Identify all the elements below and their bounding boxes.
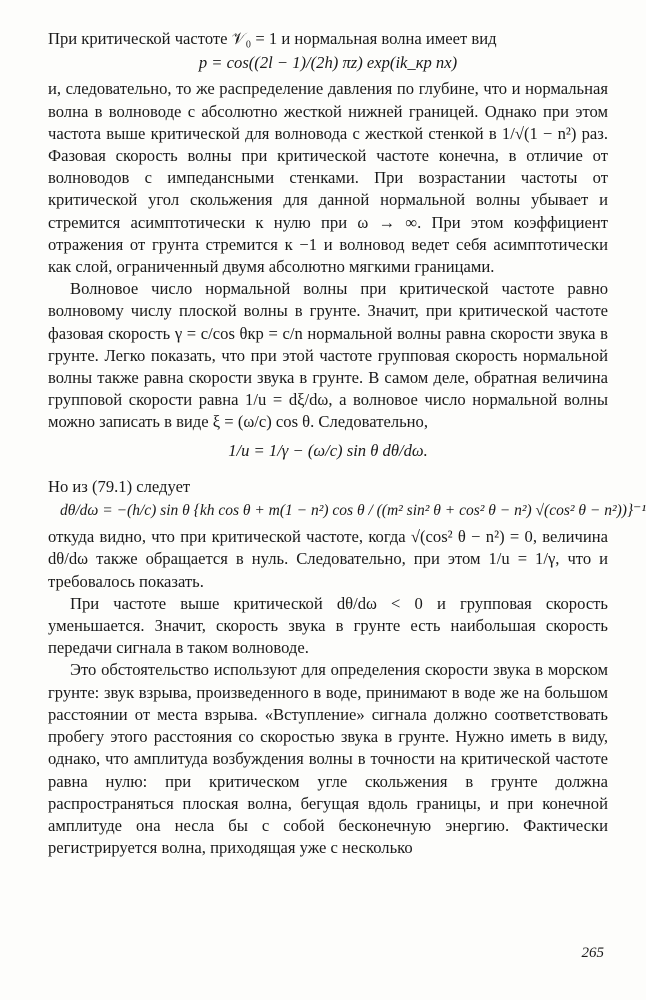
paragraph-5: откуда видно, что при критической частоте, когда √(cos² θ − n²) = 0, величина dθ/dω также обращается в нуль. Следовательно, при этом 1/u = 1/γ, что и требовалось показать.: [48, 527, 608, 591]
formula-pressure: p = cos((2l − 1)/(2h) πz) exp(ik_кр nx): [198, 53, 458, 73]
paragraph-3: Волновое число нормальной волны при критической частоте равно волновому числу плоской волны в грунте. Значит, при критической частоте фазовая скорость γ = c/cos θкр = c/n нормальной волны равна скорости звука в грунте. Легко показать, что при этой частоте групповая скорость нормальной волны также равна скорости звука в грунте. В самом деле, обратная величина групповой скорости равна 1/u = dξ/dω, а волновое число нормальной волны можно записать в виде ξ = (ω/c) cos θ. Следовательно,: [48, 279, 608, 432]
paragraph-6: При частоте выше критической dθ/dω < 0 и групповая скорость уменьшается. Значит, скорость звука в грунте есть наибольшая скорость передачи сигнала в таком волноводе.: [48, 593, 608, 658]
paragraph-7: Это обстоятельство используют для определения скорости звука в морском грунте: звук взрыва, произведенного в воде, принимают в воде же на большом расстоянии от места взрыва. «Вступление» сигнала должно соответствовать пробегу этого расстояния со скоростью звука в грунте. Нужно иметь в виду, однако, что амплитуда возбуждения волны в точности на критической частоте равна нулю: при критическом угле скольжения в грунте должна распространяться плоская волна, бегущая вдоль границы, и при конечной амплитуде она несла бы с собой бесконечную энергию. Фактически регистрируется волна, приходящая уже с несколько: [48, 660, 608, 858]
formula-group-velocity: 1/u = 1/γ − (ω/c) sin θ dθ/dω.: [228, 440, 428, 460]
page-body: [48, 28, 646, 859]
page-number: 265: [581, 945, 604, 961]
paragraph-2: и, следовательно, то же распределение давления по глубине, что и нормальная волна в волноводе с абсолютно жесткой нижней границей. Однако при этом частота выше критической для волновода с жесткой стенкой в 1/√(1 − n²) раз. Фазовая скорость волны при критической частоте конечна, в отличие от волноводов с импедансными стенками. При возрастании частоты от критической угол скольжения для данной нормальной волны убывает и стремится асимптотически к нулю при ω → ∞. При этом коэффициент отражения от грунта стремится к −1 и волновод ведет себя асимптотически как слой, ограниченный двумя абсолютно мягкими границами.: [48, 79, 608, 277]
paragraph-1: При критической частоте 𝒱₀ = 1 и нормальная волна имеет вид: [48, 29, 497, 48]
paragraph-4: Но из (79.1) следует: [48, 476, 191, 496]
formula-dtheta-domega: dθ/dω = −(h/c) sin θ {kh cos θ + m(1 − n²) cos θ / ((m² sin² θ + cos² θ − n²) √(cos² θ − n²))}⁻¹: [60, 502, 646, 520]
